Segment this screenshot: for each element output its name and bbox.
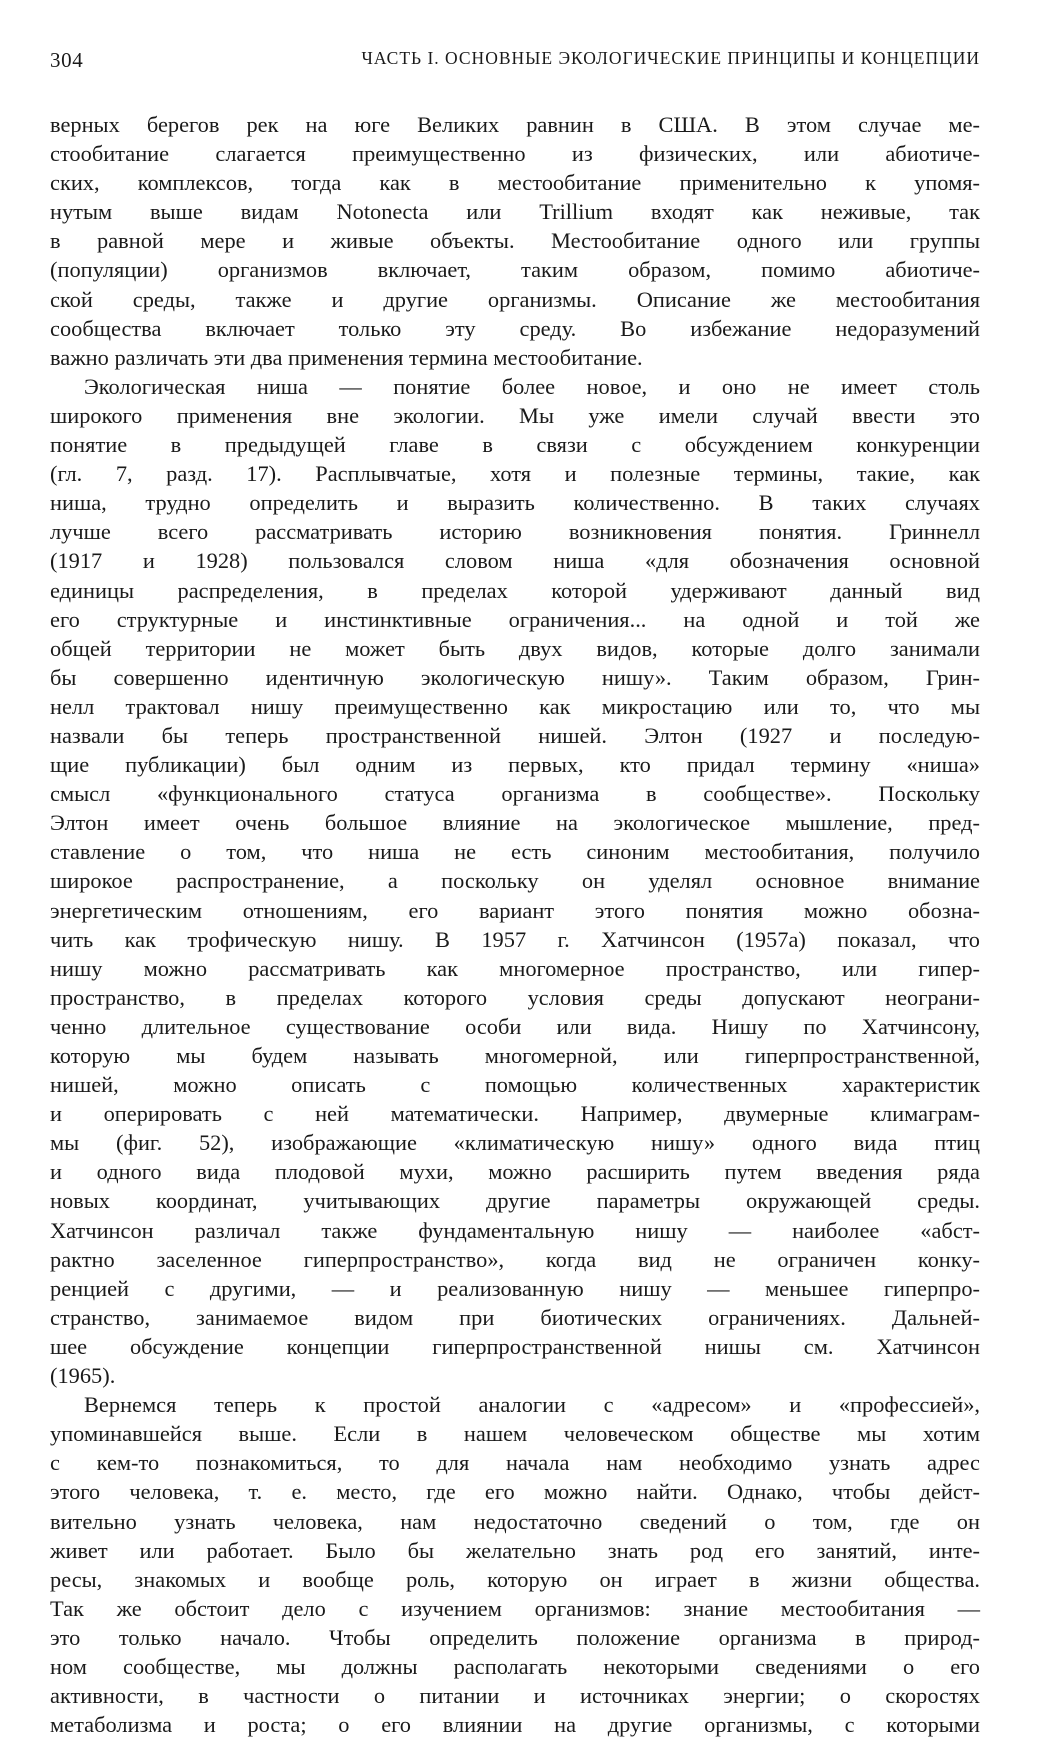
text-line xyxy=(50,808,980,837)
text-run: ской среды, также и другие организмы. Описание же местообитания xyxy=(50,286,980,312)
text-run: «для обозначения основной xyxy=(604,548,981,574)
text-run: (гл. 7, разд. 17). Расплывчатые, хотя и полезные термины, такие, как xyxy=(50,461,980,487)
text-run: смысл «функционального статуса организма в сообществе». Поскольку xyxy=(50,781,980,807)
italic-term: реализованную нишу xyxy=(437,1275,672,1301)
text-run: бы совершенно идентичную экологическую нишу». Таким образом, Грин- xyxy=(50,664,980,690)
text-line xyxy=(50,1594,980,1623)
text-line xyxy=(50,343,980,372)
text-run: ренцией с другими, — и xyxy=(50,1275,438,1301)
text-run: назвали бы теперь xyxy=(50,722,326,748)
text-line xyxy=(50,983,980,1012)
text-run: (1965). xyxy=(50,1363,116,1389)
text-run: общей территории не может быть двух видов, которые долго занимали xyxy=(50,635,980,661)
italic-term: местообитание. xyxy=(493,344,643,370)
text-line xyxy=(50,1710,980,1739)
text-line xyxy=(50,954,980,983)
text-line xyxy=(50,546,980,575)
text-line xyxy=(50,1390,980,1419)
italic-term: ниша xyxy=(553,548,605,574)
text-run: пространство, в пределах которого условия среды допускают неограни- xyxy=(50,984,980,1010)
text-run: можно описать с помощью количественных характеристик xyxy=(118,1072,980,1098)
text-line xyxy=(50,1332,980,1361)
text-run: Вернемся теперь к простой аналогии с «адресом» и «профессией», xyxy=(84,1392,980,1418)
italic-term: гиперпространственной, xyxy=(744,1043,981,1068)
text-run: единицы распределения, в пределах которой удерживают данный вид xyxy=(50,577,980,603)
text-line xyxy=(50,1128,980,1157)
text-run: Так же обстоит дело с изучением организмов: знание местообитания — xyxy=(50,1595,980,1621)
text-line xyxy=(50,1681,980,1710)
text-run: нутым выше видам xyxy=(50,199,337,225)
text-run: это только начало. Чтобы определить положение организма в природ- xyxy=(50,1624,980,1650)
text-run: щие публикации) был одним из первых, кто придал термину «ниша» xyxy=(50,752,980,778)
text-run: живет или работает. Было бы желательно знать род его занятий, инте- xyxy=(50,1537,980,1563)
text-run: метаболизма и роста; о его влиянии на другие организмы, с которыми xyxy=(50,1712,980,1738)
text-run: или xyxy=(617,1043,745,1068)
text-run: Элтон (1927 и последую- xyxy=(607,722,980,748)
italic-term: трофическую нишу. xyxy=(187,926,404,952)
text-run: трудно определить и выразить количественно. В таких случаях xyxy=(106,490,980,516)
text-run: и оперировать с ней математически. Например, двумерные климаграм- xyxy=(50,1101,980,1127)
text-line xyxy=(50,1623,980,1652)
text-line xyxy=(50,1448,980,1477)
text-line xyxy=(50,488,980,517)
text-line xyxy=(50,255,980,284)
text-line xyxy=(50,837,980,866)
text-run: которую мы будем называть xyxy=(50,1043,485,1068)
text-run: понятие в предыдущей главе в связи с обсуждением конкуренции xyxy=(50,432,980,458)
text-line xyxy=(50,285,980,314)
text-run: лучше всего рассматривать историю возникновения понятия. Гриннелл xyxy=(50,519,980,545)
text-line xyxy=(50,372,980,401)
text-line xyxy=(50,750,980,779)
text-run: входят как неживые, так xyxy=(613,199,980,225)
text-run: широкого применения вне экологии. Мы уже имели случай ввести это xyxy=(50,402,980,428)
section-title: ЧАСТЬ I. ОСНОВНЫЕ ЭКОЛОГИЧЕСКИЕ ПРИНЦИПЫ И КОНЦЕПЦИИ xyxy=(361,48,980,68)
text-run: (1917 и 1928) пользовался словом xyxy=(50,548,554,574)
text-line xyxy=(50,168,980,197)
text-line xyxy=(50,866,980,895)
italic-term: Trillium xyxy=(539,199,614,225)
text-run: и одного вида плодовой мухи, можно расширить путем введения ряда xyxy=(50,1159,980,1185)
text-line xyxy=(50,896,980,925)
text-run: стообитание слагается преимущественно из физических, или абиотиче- xyxy=(50,141,980,167)
text-line xyxy=(50,634,980,663)
text-line xyxy=(50,1157,980,1186)
text-run: нишу можно рассматривать как многомерное пространство, или гипер- xyxy=(50,955,980,981)
text-line xyxy=(50,1419,980,1448)
text-run: чить как xyxy=(50,926,188,952)
text-run: Элтон имеет очень большое влияние на экологическое мышление, пред- xyxy=(50,810,980,836)
text-run: — меньшее гиперпро- xyxy=(671,1275,980,1301)
body-text xyxy=(50,110,980,1739)
text-line xyxy=(50,1274,980,1303)
text-run: вительно узнать человека, нам недостаточно сведений о том, где он xyxy=(50,1508,980,1534)
text-run: сообщества включает только эту среду. Во избежание недоразумений xyxy=(50,315,980,341)
text-run: широкое распространение, а поскольку он уделял основное внимание xyxy=(50,868,980,894)
text-line xyxy=(50,1507,980,1536)
text-line xyxy=(50,459,980,488)
text-run: рактно заселенное гиперпространство», когда вид не ограничен конку- xyxy=(50,1246,980,1272)
text-line xyxy=(50,692,980,721)
text-run: мы (фиг. 52), изображающие «климатическую нишу» одного вида птиц xyxy=(50,1130,980,1156)
text-line xyxy=(50,721,980,750)
text-line xyxy=(50,197,980,226)
text-run: важно различать эти два применения термина xyxy=(50,344,494,370)
text-run: ставление о том, что ниша не есть синоним местообитания, получило xyxy=(50,839,980,865)
text-line xyxy=(50,925,980,954)
text-run: верных берегов рек на юге Великих равнин в США. В этом случае ме- xyxy=(50,112,980,137)
italic-term: нишей, xyxy=(50,1072,119,1098)
text-line xyxy=(50,1099,980,1128)
text-line xyxy=(50,517,980,546)
text-run: или xyxy=(428,199,540,225)
text-run: упоминавшейся выше. Если в нашем человеческом обществе мы хотим xyxy=(50,1421,980,1447)
book-page xyxy=(50,0,981,1738)
text-line xyxy=(50,110,980,139)
text-run: (популяции) организмов включает, таким образом, помимо абиотиче- xyxy=(50,257,980,283)
text-line xyxy=(50,1216,980,1245)
running-head xyxy=(50,48,980,78)
text-line xyxy=(50,1186,980,1215)
text-run: в равной мере и живые объекты. Местообитание одного или группы xyxy=(50,228,980,254)
text-line xyxy=(50,779,980,808)
text-line xyxy=(50,1565,980,1594)
text-run: ских, комплексов, тогда как в местообитание применительно к упомя- xyxy=(50,170,980,196)
text-run: ресы, знакомых и вообще роль, которую он играет в жизни общества. xyxy=(50,1566,980,1592)
text-run: активности, в частности о питании и источниках энергии; о скоростях xyxy=(50,1683,980,1709)
text-line xyxy=(50,1070,980,1099)
text-run: В 1957 г. Хатчинсон (1957а) показал, что xyxy=(403,926,980,952)
text-line xyxy=(50,1012,980,1041)
text-run: странство, занимаемое видом при биотических ограничениях. Дальней- xyxy=(50,1304,980,1330)
text-line xyxy=(50,605,980,634)
text-line xyxy=(50,314,980,343)
text-line xyxy=(50,430,980,459)
text-run: Хатчинсон различал также xyxy=(50,1217,419,1243)
text-run: — наиболее «абст- xyxy=(687,1217,981,1243)
text-line xyxy=(50,576,980,605)
text-line xyxy=(50,1477,980,1506)
text-line xyxy=(50,663,980,692)
text-line xyxy=(50,1536,980,1565)
text-run: шее обсуждение концепции гиперпространственной нишы см. Хатчинсон xyxy=(50,1333,980,1359)
text-run: новых координат, учитывающих другие параметры окружающей среды. xyxy=(50,1188,980,1214)
text-run: его структурные и инстинктивные ограничения... на одной и той же xyxy=(50,606,980,632)
italic-term: фундаментальную нишу xyxy=(418,1217,688,1243)
text-run: ном сообществе, мы должны располагать некоторыми сведениями о его xyxy=(50,1653,980,1679)
italic-term: многомерной, xyxy=(484,1043,618,1068)
italic-term: Notonecta xyxy=(336,199,429,225)
text-run: этого человека, т. е. место, где его можно найти. Однако, чтобы дейст- xyxy=(50,1479,980,1505)
text-line xyxy=(50,1303,980,1332)
text-line xyxy=(50,226,980,255)
text-line xyxy=(50,1041,980,1070)
italic-term: ниша, xyxy=(50,490,107,516)
text-line xyxy=(50,139,980,168)
text-run: нелл трактовал нишу преимущественно как микростацию или то, что мы xyxy=(50,693,980,719)
text-run: с кем-то познакомиться, то для начала нам необходимо узнать адрес xyxy=(50,1450,980,1476)
text-line xyxy=(50,1361,980,1390)
italic-term: пространственной нишей. xyxy=(325,722,608,748)
text-line xyxy=(50,1245,980,1274)
text-run: Экологическая ниша — понятие более новое, и оно не имеет столь xyxy=(84,373,980,399)
text-run: ченно длительное существование особи или вида. Нишу по Хатчинсону, xyxy=(50,1013,980,1039)
text-run: энергетическим отношениям, его вариант этого понятия можно обозна- xyxy=(50,897,980,923)
text-line xyxy=(50,1652,980,1681)
text-line xyxy=(50,401,980,430)
page-number: 304 xyxy=(50,48,84,72)
